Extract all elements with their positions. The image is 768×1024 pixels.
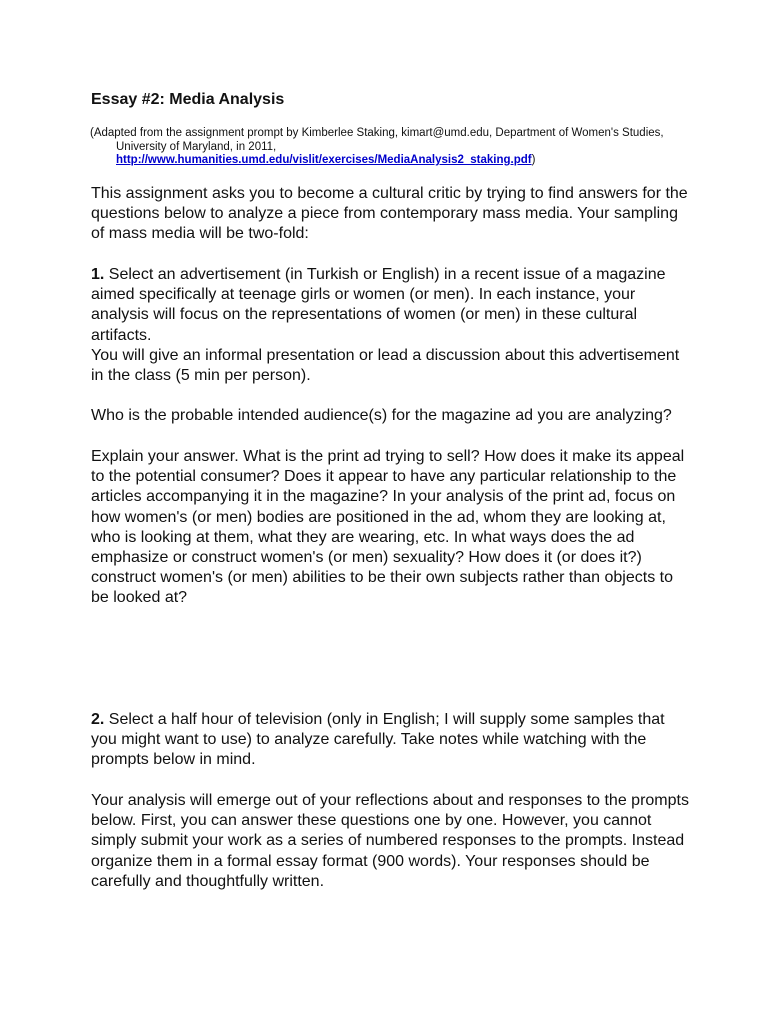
source-note <box>90 127 690 168</box>
part1-number: 1. <box>91 266 105 283</box>
part2-text: Select a half hour of television (only in English; I will supply some samples that you might want to use) to analyze carefully. Take notes while watching with the prompts below in mind. <box>91 711 665 769</box>
source-note-line2: University of Maryland, in 2011, <box>116 140 277 153</box>
explain-paragraph: Explain your answer. What is the print ad trying to sell? How does it make its appeal to the potential consumer? Does it appear to have any particular relationship to the articles accompanying it in the magazine? In your analysis of the print ad, focus on how women's (or men) bodies are positioned in the ad, whom they are looking at, who is looking at them, what they are wearing, etc. In what ways does the ad emphasize or construct women's (or men) sexuality? How does it (or does it?) construct women's (or men) abilities to be their own subjects rather than objects to be looked at? <box>91 448 685 607</box>
source-note-close: ) <box>531 154 536 166</box>
intro-paragraph: This assignment asks you to become a cultural critic by trying to find answers for the questions below to analyze a piece from contemporary mass media. Your sampling of mass media will be two-fold: <box>91 185 688 243</box>
part2-number: 2. <box>91 711 105 728</box>
part1-text: Select an advertisement (in Turkish or English) in a recent issue of a magazine aimed specifically at teenage girls or women (or men). In each instance, your analysis will focus on the representations of women (or men) in these cultural artifacts. <box>91 266 666 344</box>
part1-paragraph <box>91 265 691 346</box>
audience-question: Who is the probable intended audience(s) for the magazine ad you are analyzing? <box>91 407 672 424</box>
source-link[interactable]: http://www.humanities.umd.edu/vislit/exercises/MediaAnalysis2_staking.pdf <box>116 154 532 166</box>
presentation-paragraph: You will give an informal presentation or lead a discussion about this advertisement in the class (5 min per person). <box>91 347 680 385</box>
part2-paragraph <box>91 710 691 771</box>
source-note-line1: (Adapted from the assignment prompt by Kimberlee Staking, kimart@umd.edu, Department of Women's Studies, <box>90 127 664 139</box>
page-title: Essay #2: Media Analysis <box>91 91 285 108</box>
source-note-continuation <box>90 141 690 168</box>
analysis-paragraph: Your analysis will emerge out of your reflections about and responses to the prompts below. First, you can answer these questions one by one. However, you cannot simply submit your work as a series of numbered responses to the prompts. Instead organize them in a formal essay format (900 words). Your responses should be carefully and thoughtfully written. <box>91 792 689 890</box>
